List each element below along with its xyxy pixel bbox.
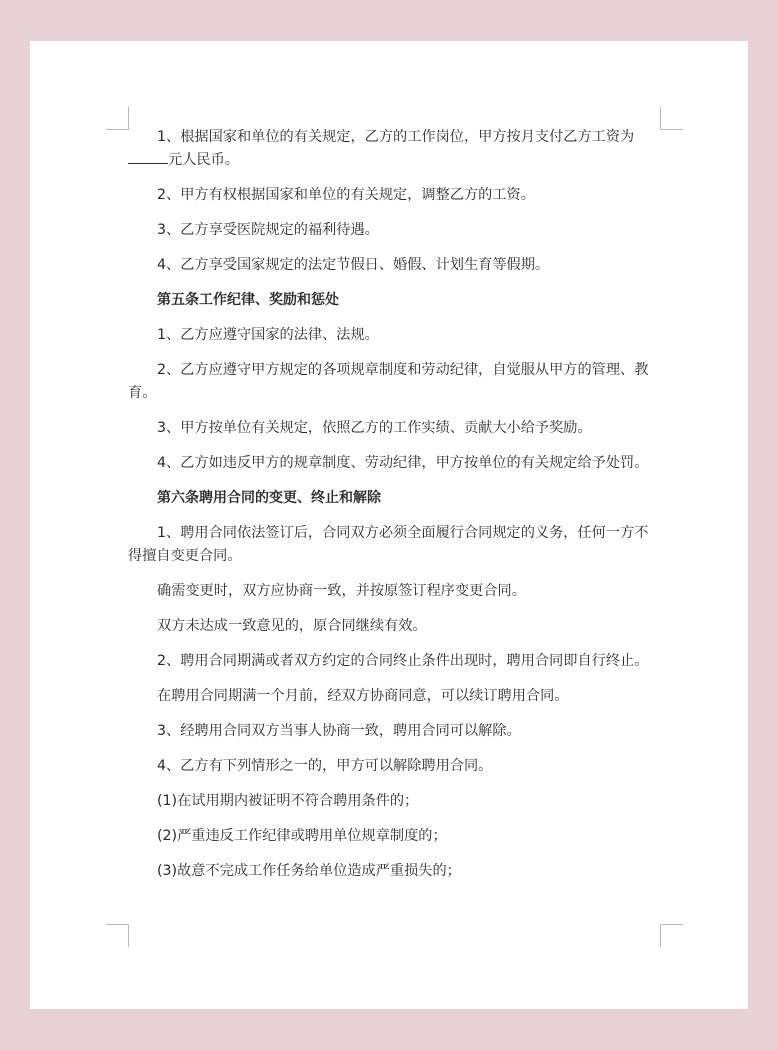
paragraph-salary-unit: 元人民币。 (168, 152, 239, 168)
paragraph: 2、甲方有权根据国家和单位的有关规定，调整乙方的工资。 (157, 187, 535, 203)
paragraph: 3、经聘用合同双方当事人协商一致，聘用合同可以解除。 (157, 723, 521, 739)
paragraph-salary (128, 126, 658, 172)
crop-mark-top-left (106, 107, 129, 130)
crop-mark-top-right (660, 107, 683, 130)
paragraph: 2、聘用合同期满或者双方约定的合同终止条件出现时，聘用合同即自行终止。 (157, 653, 649, 669)
paragraph: 4、乙方如违反甲方的规章制度、劳动纪律，甲方按单位的有关规定给予处罚。 (157, 455, 649, 471)
paragraph: 4、乙方享受国家规定的法定节假日、婚假、计划生育等假期。 (157, 257, 550, 273)
paragraph: 确需变更时，双方应协商一致，并按原签订程序变更合同。 (157, 583, 526, 599)
section-heading-article-5: 第五条工作纪律、奖励和惩处 (157, 292, 339, 308)
crop-mark-bottom-right (660, 924, 683, 947)
paragraph: 4、乙方有下列情形之一的，甲方可以解除聘用合同。 (157, 758, 493, 774)
crop-mark-bottom-left (106, 924, 129, 947)
paragraph: 1、乙方应遵守国家的法律、法规。 (157, 327, 379, 343)
paragraph: 双方未达成一致意见的，原合同继续有效。 (157, 618, 427, 634)
list-item: (3)故意不完成工作任务给单位造成严重损失的； (157, 863, 461, 879)
paragraph: 1、聘用合同依法签订后，合同双方必须全面履行合同规定的义务，任何一方不得擅自变更合同。 (128, 525, 649, 564)
paragraph: 2、乙方应遵守甲方规定的各项规章制度和劳动纪律，自觉服从甲方的管理、教育。 (128, 362, 649, 401)
list-item: (2)严重违反工作纪律或聘用单位规章制度的； (157, 828, 447, 844)
paragraph: 在聘用合同期满一个月前，经双方协商同意，可以续订聘用合同。 (157, 688, 569, 704)
section-heading-article-6: 第六条聘用合同的变更、终止和解除 (157, 490, 381, 506)
paragraph-salary-text: 1、根据国家和单位的有关规定，乙方的工作岗位，甲方按月支付乙方工资为 (157, 129, 635, 145)
paragraph: 3、甲方按单位有关规定，依照乙方的工作实绩、贡献大小给予奖励。 (157, 420, 592, 436)
salary-blank-line (128, 149, 168, 164)
list-item: (1)在试用期内被证明不符合聘用条件的； (157, 793, 419, 809)
paragraph: 3、乙方享受医院规定的福利待遇。 (157, 222, 379, 238)
document-body (128, 126, 658, 895)
